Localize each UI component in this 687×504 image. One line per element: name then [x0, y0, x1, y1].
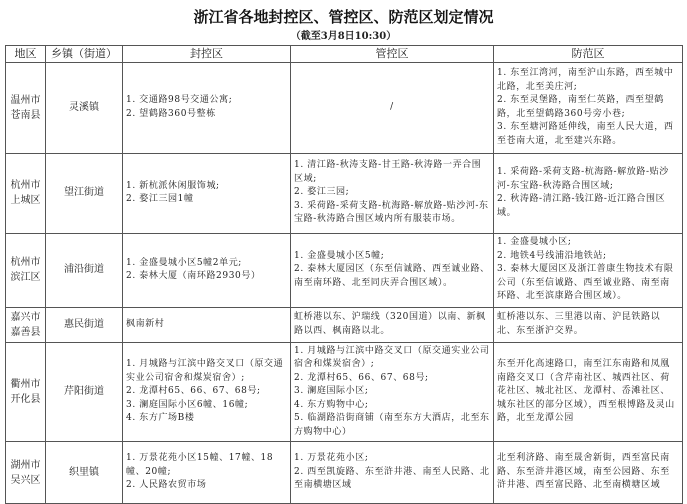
- town-cell: 浦沿街道: [46, 233, 123, 307]
- table-row: [6, 442, 683, 504]
- header-town: 乡镇（街道）: [46, 46, 123, 63]
- control-cell: [291, 342, 494, 442]
- control-item: 3. 采荷路-采荷支路-杭海路-解放路-贴沙河-东宝路-秋涛路合围区域内所有服装市场。: [294, 200, 489, 225]
- lockdown-item: 1. 新杭派休闲服饰城;: [126, 180, 220, 191]
- region-cell: [6, 342, 46, 442]
- table-body: [6, 62, 683, 504]
- lockdown-cell: [123, 342, 291, 442]
- control-item: /: [390, 101, 394, 112]
- header-control-zone: 管控区: [291, 46, 494, 63]
- lockdown-cell: [123, 233, 291, 307]
- lockdown-cell: [123, 153, 291, 233]
- prevention-item: 虹桥港以东、三里港以南、沪昆铁路以北、东至浙沪交界。: [497, 312, 661, 336]
- control-cell: [291, 307, 494, 342]
- control-cell: [291, 62, 494, 153]
- prevention-item: 3. 泰林大厦园区及浙江普康生物技术有限公司（东至信诚路、西至诚业路、南至南环路、北至滨康路合围区域）。: [497, 264, 674, 302]
- prevention-item: 2. 地铁4号线浦沿地铁站;: [497, 250, 607, 261]
- lockdown-item: 4. 东方广场B楼: [126, 413, 195, 423]
- control-item: 2. 婺江三园;: [294, 187, 350, 198]
- header-lockdown-zone: 封控区: [123, 46, 291, 63]
- prevention-cell: [494, 153, 683, 233]
- region-county: 苍南县: [10, 109, 41, 121]
- lockdown-item: 2. 人民路农贸市场: [126, 480, 207, 491]
- control-item: 1. 万景花苑小区;: [294, 453, 369, 464]
- prevention-item: 北至利济路、南至晟舍新街，西至富民南路、东至浒井港区域，南至公园路、东至浒井港、西至富民路、北至南横塘区域: [497, 453, 670, 491]
- header-prevention-zone: 防范区: [494, 46, 683, 63]
- table-row: [6, 307, 683, 342]
- prevention-cell: [494, 442, 683, 504]
- lockdown-cell: [123, 62, 291, 153]
- control-cell: [291, 442, 494, 504]
- table-header-row: [6, 46, 683, 63]
- prevention-cell: [494, 342, 683, 442]
- region-city: 湖州市: [10, 459, 41, 471]
- header-region: 地区: [6, 46, 46, 63]
- table-row: [6, 153, 683, 233]
- control-item: 1. 金盛曼城小区5幢;: [294, 250, 385, 261]
- prevention-item: 3. 东至塘河路延伸线，南至人民大道，西至苍南大道，北至建兴东路。: [497, 122, 674, 146]
- control-item: 2. 龙潭村65、66、67、68号;: [294, 372, 429, 383]
- town-cell: 望江街道: [46, 153, 123, 233]
- region-cell: [6, 233, 46, 307]
- lockdown-item: 1. 月城路与江滨中路交叉口（原交通实业公司宿舍和煤炭宿舍）;: [126, 359, 284, 383]
- region-county: 吴兴区: [10, 474, 41, 486]
- region-county: 开化县: [10, 393, 41, 405]
- prevention-cell: [494, 62, 683, 153]
- lockdown-item: 2. 婺江三园1幢: [126, 194, 194, 204]
- town-cell: 织里镇: [46, 442, 123, 504]
- region-cell: [6, 442, 46, 504]
- region-cell: [6, 62, 46, 153]
- prevention-item: 2. 东至灵堡路，南至仁英路，西至望鹤路，北至望鹤路360号旁小巷;: [497, 95, 664, 119]
- table-row: [6, 233, 683, 307]
- lockdown-item: 2. 望鹤路360号整栋: [126, 108, 216, 119]
- lockdown-item: 枫南新村: [126, 318, 165, 329]
- control-item: 5. 临湖路沿街商铺（南至东方大酒店，北至东方购物中心）: [294, 413, 490, 437]
- region-cell: [6, 307, 46, 342]
- region-city: 杭州市: [10, 180, 41, 191]
- control-item: 4. 东方购物中心;: [294, 399, 369, 410]
- control-item: 1. 清江路-秋涛支路-甘王路-秋涛路一弄合围区域;: [294, 160, 482, 184]
- region-cell: [6, 153, 46, 233]
- prevention-item: 1. 采荷路-采荷支路-杭海路-解放路-贴沙河-东宝路-秋涛路合围区域;: [497, 167, 669, 191]
- prevention-item: 东至开化高速路口，南至江东南路和凤凰南路交叉口（含芹南社区、城西社区、荷花社区、城北社区、龙潭村、岙滩社区、城东社区的部分区域），西至根博路及灵山路，北至龙潭公园: [497, 359, 675, 423]
- zone-table: [5, 45, 683, 504]
- control-item: 2. 泰林大厦园区（东至信诚路、西至诚业路、南至南环路、北至同庆弄合围区域）。: [294, 264, 490, 288]
- region-city: 衢州市: [10, 378, 41, 390]
- town-cell: 灵溪镇: [46, 62, 123, 153]
- town-cell: 芹阳街道: [46, 342, 123, 442]
- region-city: 温州市: [10, 94, 41, 106]
- region-city: 杭州市: [10, 257, 41, 268]
- control-cell: [291, 153, 494, 233]
- lockdown-item: 2. 龙潭村65、66、67、68号;: [126, 386, 261, 396]
- lockdown-item: 1. 金盛曼城小区5幢2单元;: [126, 257, 242, 268]
- lockdown-item: 3. 澜庭国际小区6幢、16幢;: [126, 399, 249, 410]
- prevention-cell: [494, 233, 683, 307]
- region-county: 上城区: [10, 195, 41, 206]
- town-cell: 惠民街道: [46, 307, 123, 342]
- document-subtitle: （截至3月8日10:30）: [290, 31, 397, 42]
- control-cell: [291, 233, 494, 307]
- control-item: 虹桥港以东、沪瑞线（320国道）以南、新枫路以西、枫南路以北。: [294, 312, 486, 336]
- table-row: [6, 342, 683, 442]
- lockdown-item: 1. 万景花苑小区15幢、17幢、18幢、20幢;: [126, 453, 274, 477]
- lockdown-item: 2. 泰林大厦（南环路2930号）: [126, 271, 261, 281]
- region-city: 嘉兴市: [10, 311, 41, 323]
- control-item: 2. 西至凯旋路、东至浒井港、南至人民路、北至南横塘区域: [294, 466, 490, 491]
- control-item: 3. 澜庭国际小区;: [294, 386, 369, 396]
- prevention-cell: [494, 307, 683, 342]
- region-county: 嘉善县: [10, 326, 41, 338]
- lockdown-cell: [123, 307, 291, 342]
- lockdown-item: 1. 交通路98号交通公寓;: [126, 95, 233, 105]
- table-row: [6, 62, 683, 153]
- lockdown-cell: [123, 442, 291, 504]
- document-title: 浙江省各地封控区、管控区、防范区划定情况: [193, 8, 494, 26]
- control-item: 1. 月城路与江滨中路交叉口（原交通实业公司宿舍和煤炭宿舍）;: [294, 345, 490, 369]
- prevention-item: 2. 秋涛路-清江路-钱江路-近江路合围区域。: [497, 194, 666, 218]
- region-county: 滨江区: [10, 272, 41, 283]
- prevention-item: 1. 东至江湾河，南至沪山东路，西至城中北路，北至美庄河;: [497, 68, 674, 92]
- prevention-item: 1. 金盛曼城小区;: [497, 237, 572, 248]
